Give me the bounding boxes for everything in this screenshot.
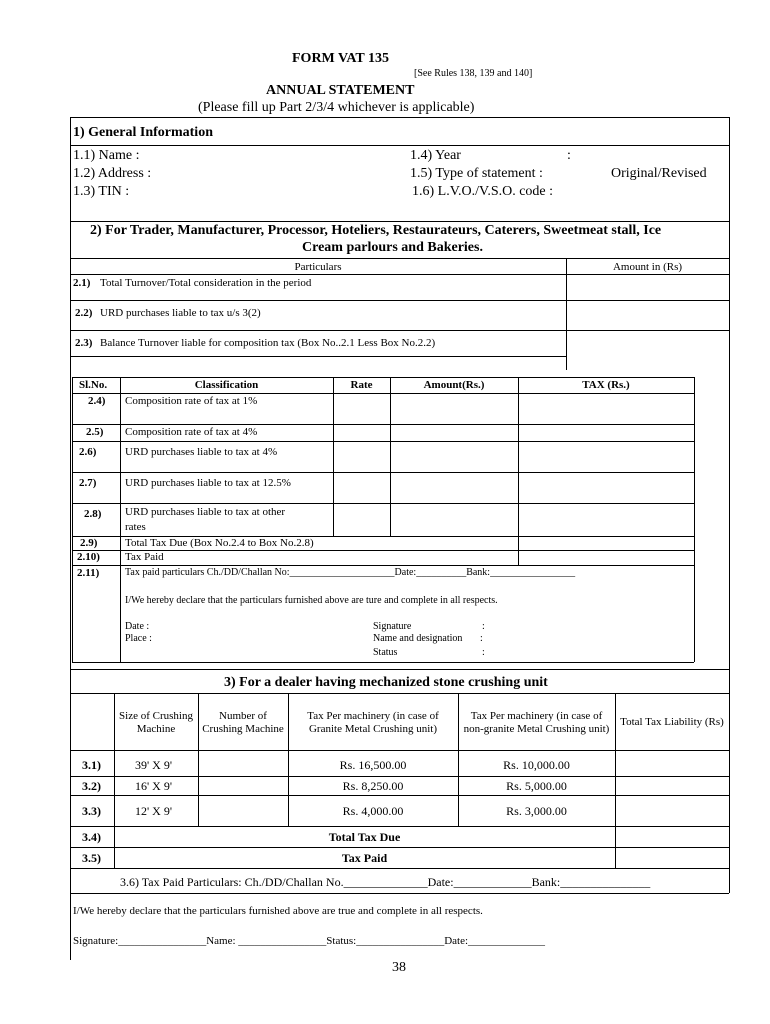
year-colon: : — [567, 148, 571, 163]
row-number: 2.5) — [86, 426, 104, 438]
nongranite-tax-value: Rs. 5,000.00 — [506, 779, 567, 793]
row-text: Composition rate of tax at 1% — [125, 395, 258, 407]
row-number: 2.1) — [73, 277, 91, 289]
page-number: 38 — [392, 960, 406, 975]
row-text: URD purchases liable to tax at 4% — [125, 446, 278, 458]
row-number: 2.7) — [79, 477, 97, 489]
row-text: Tax paid particulars Ch./DD/Challan No:_____________________Date:__________Bank:_________________ — [125, 567, 576, 578]
status-label: Status — [373, 647, 398, 658]
amount-header: Amount in (Rs) — [612, 261, 683, 273]
tax-rs-header: TAX (Rs.) — [582, 379, 630, 391]
lvo-code-label: 1.6) L.V.O./V.S.O. code : — [412, 184, 554, 199]
signature-label: Signature — [373, 621, 412, 632]
row-number: 2.6) — [79, 446, 97, 458]
size-value: 12' X 9' — [135, 804, 172, 818]
nongranite-tax-value: Rs. 10,000.00 — [503, 758, 570, 772]
number-header-line2: Crushing Machine — [202, 723, 284, 735]
size-header-line2: Machine — [136, 723, 176, 735]
row-text: Composition rate of tax at 4% — [125, 426, 258, 438]
size-value: 39' X 9' — [135, 758, 172, 772]
size-header-line1: Size of Crushing — [119, 710, 193, 722]
row-number: 2.9) — [80, 537, 98, 549]
total-tax-due-label: Total Tax Due — [328, 830, 401, 844]
number-header-line1: Number of — [219, 710, 267, 722]
name-designation-colon: : — [480, 633, 483, 644]
address-field-label: 1.2) Address : — [73, 166, 152, 181]
row-number: 3.3) — [82, 804, 101, 818]
row-number: 3.4) — [82, 830, 101, 844]
instruction-text: (Please fill up Part 2/3/4 whichever is applicable) — [198, 100, 475, 115]
row-text: Tax Paid — [125, 551, 164, 563]
particulars-header: Particulars — [294, 261, 342, 273]
row-number: 3.1) — [82, 758, 101, 772]
row-number: 2.8) — [84, 508, 102, 520]
place-label: Place : — [125, 633, 152, 644]
section2-declaration: I/We hereby declare that the particulars furnished above are ture and complete in all respects. — [125, 595, 498, 606]
granite-header-line2: Granite Metal Crushing unit) — [308, 723, 437, 735]
granite-header-line1: Tax Per machinery (in case of — [307, 710, 439, 722]
classification-header: Classification — [194, 379, 259, 391]
row-text: Total Tax Due (Box No.2.4 to Box No.2.8) — [125, 537, 314, 549]
signature-colon: : — [482, 621, 485, 632]
section3-title: 3) For a dealer having mechanized stone crushing unit — [224, 675, 548, 690]
row-text: Total Turnover/Total consideration in the period — [100, 277, 312, 289]
granite-tax-value: Rs. 16,500.00 — [339, 758, 407, 772]
row-text: Balance Turnover liable for composition tax (Box No..2.1 Less Box No.2.2) — [100, 337, 436, 349]
row-text: URD purchases liable to tax at other — [125, 506, 286, 518]
granite-tax-value: Rs. 8,250.00 — [342, 779, 404, 793]
form-title: FORM VAT 135 — [292, 51, 389, 66]
section3-declaration: I/We hereby declare that the particulars furnished above are true and complete in all respects. — [73, 905, 483, 917]
statement-type-value: Original/Revised — [611, 166, 707, 181]
signature-line: Signature:________________Name: ________________Status:________________Date:______________ — [73, 935, 546, 947]
row-number: 2.11) — [77, 567, 100, 579]
statement-title: ANNUAL STATEMENT — [266, 83, 415, 98]
slno-header: Sl.No. — [79, 379, 108, 391]
row-text: URD purchases liable to tax at 12.5% — [125, 477, 291, 489]
nongranite-header-line1: Tax Per machinery (in case of — [470, 710, 603, 722]
rate-header: Rate — [350, 379, 373, 391]
row-number: 2.3) — [75, 337, 93, 349]
tin-field-label: 1.3) TIN : — [73, 184, 130, 199]
nongranite-header-line2: non-granite Metal Crushing unit) — [463, 723, 610, 735]
total-liability-header: Total Tax Liability (Rs) — [620, 716, 724, 728]
row-number: 2.4) — [88, 395, 106, 407]
name-designation-label: Name and designation — [373, 633, 463, 644]
section2-title-line1: 2) For Trader, Manufacturer, Processor, Hoteliers, Restaurateurs, Caterers, Sweetmeat stall, Ice — [90, 223, 662, 238]
amount-rs-header: Amount(Rs.) — [423, 379, 485, 391]
tax-paid-label: Tax Paid — [341, 851, 388, 865]
row-number: 2.2) — [75, 307, 93, 319]
section2-title-line2: Cream parlours and Bakeries. — [302, 240, 483, 255]
status-colon: : — [482, 647, 485, 658]
row-text-continued: rates — [125, 521, 146, 533]
row-number: 2.10) — [77, 551, 100, 563]
date-label: Date : — [125, 621, 150, 632]
year-field-label: 1.4) Year — [410, 148, 461, 163]
statement-type-label: 1.5) Type of statement : — [410, 166, 543, 181]
rules-note: [See Rules 138, 139 and 140] — [414, 68, 533, 79]
granite-tax-value: Rs. 4,000.00 — [342, 804, 404, 818]
row-number: 3.5) — [82, 851, 101, 865]
row-text: URD purchases liable to tax u/s 3(2) — [100, 307, 261, 319]
row-number: 3.2) — [82, 779, 101, 793]
section1-title: 1) General Information — [73, 125, 213, 140]
name-field-label: 1.1) Name : — [73, 148, 140, 163]
tax-paid-particulars: 3.6) Tax Paid Particulars: Ch./DD/Challan No.______________Date:_____________Bank:_______________ — [120, 875, 651, 889]
nongranite-tax-value: Rs. 3,000.00 — [506, 804, 567, 818]
size-value: 16' X 9' — [135, 779, 172, 793]
